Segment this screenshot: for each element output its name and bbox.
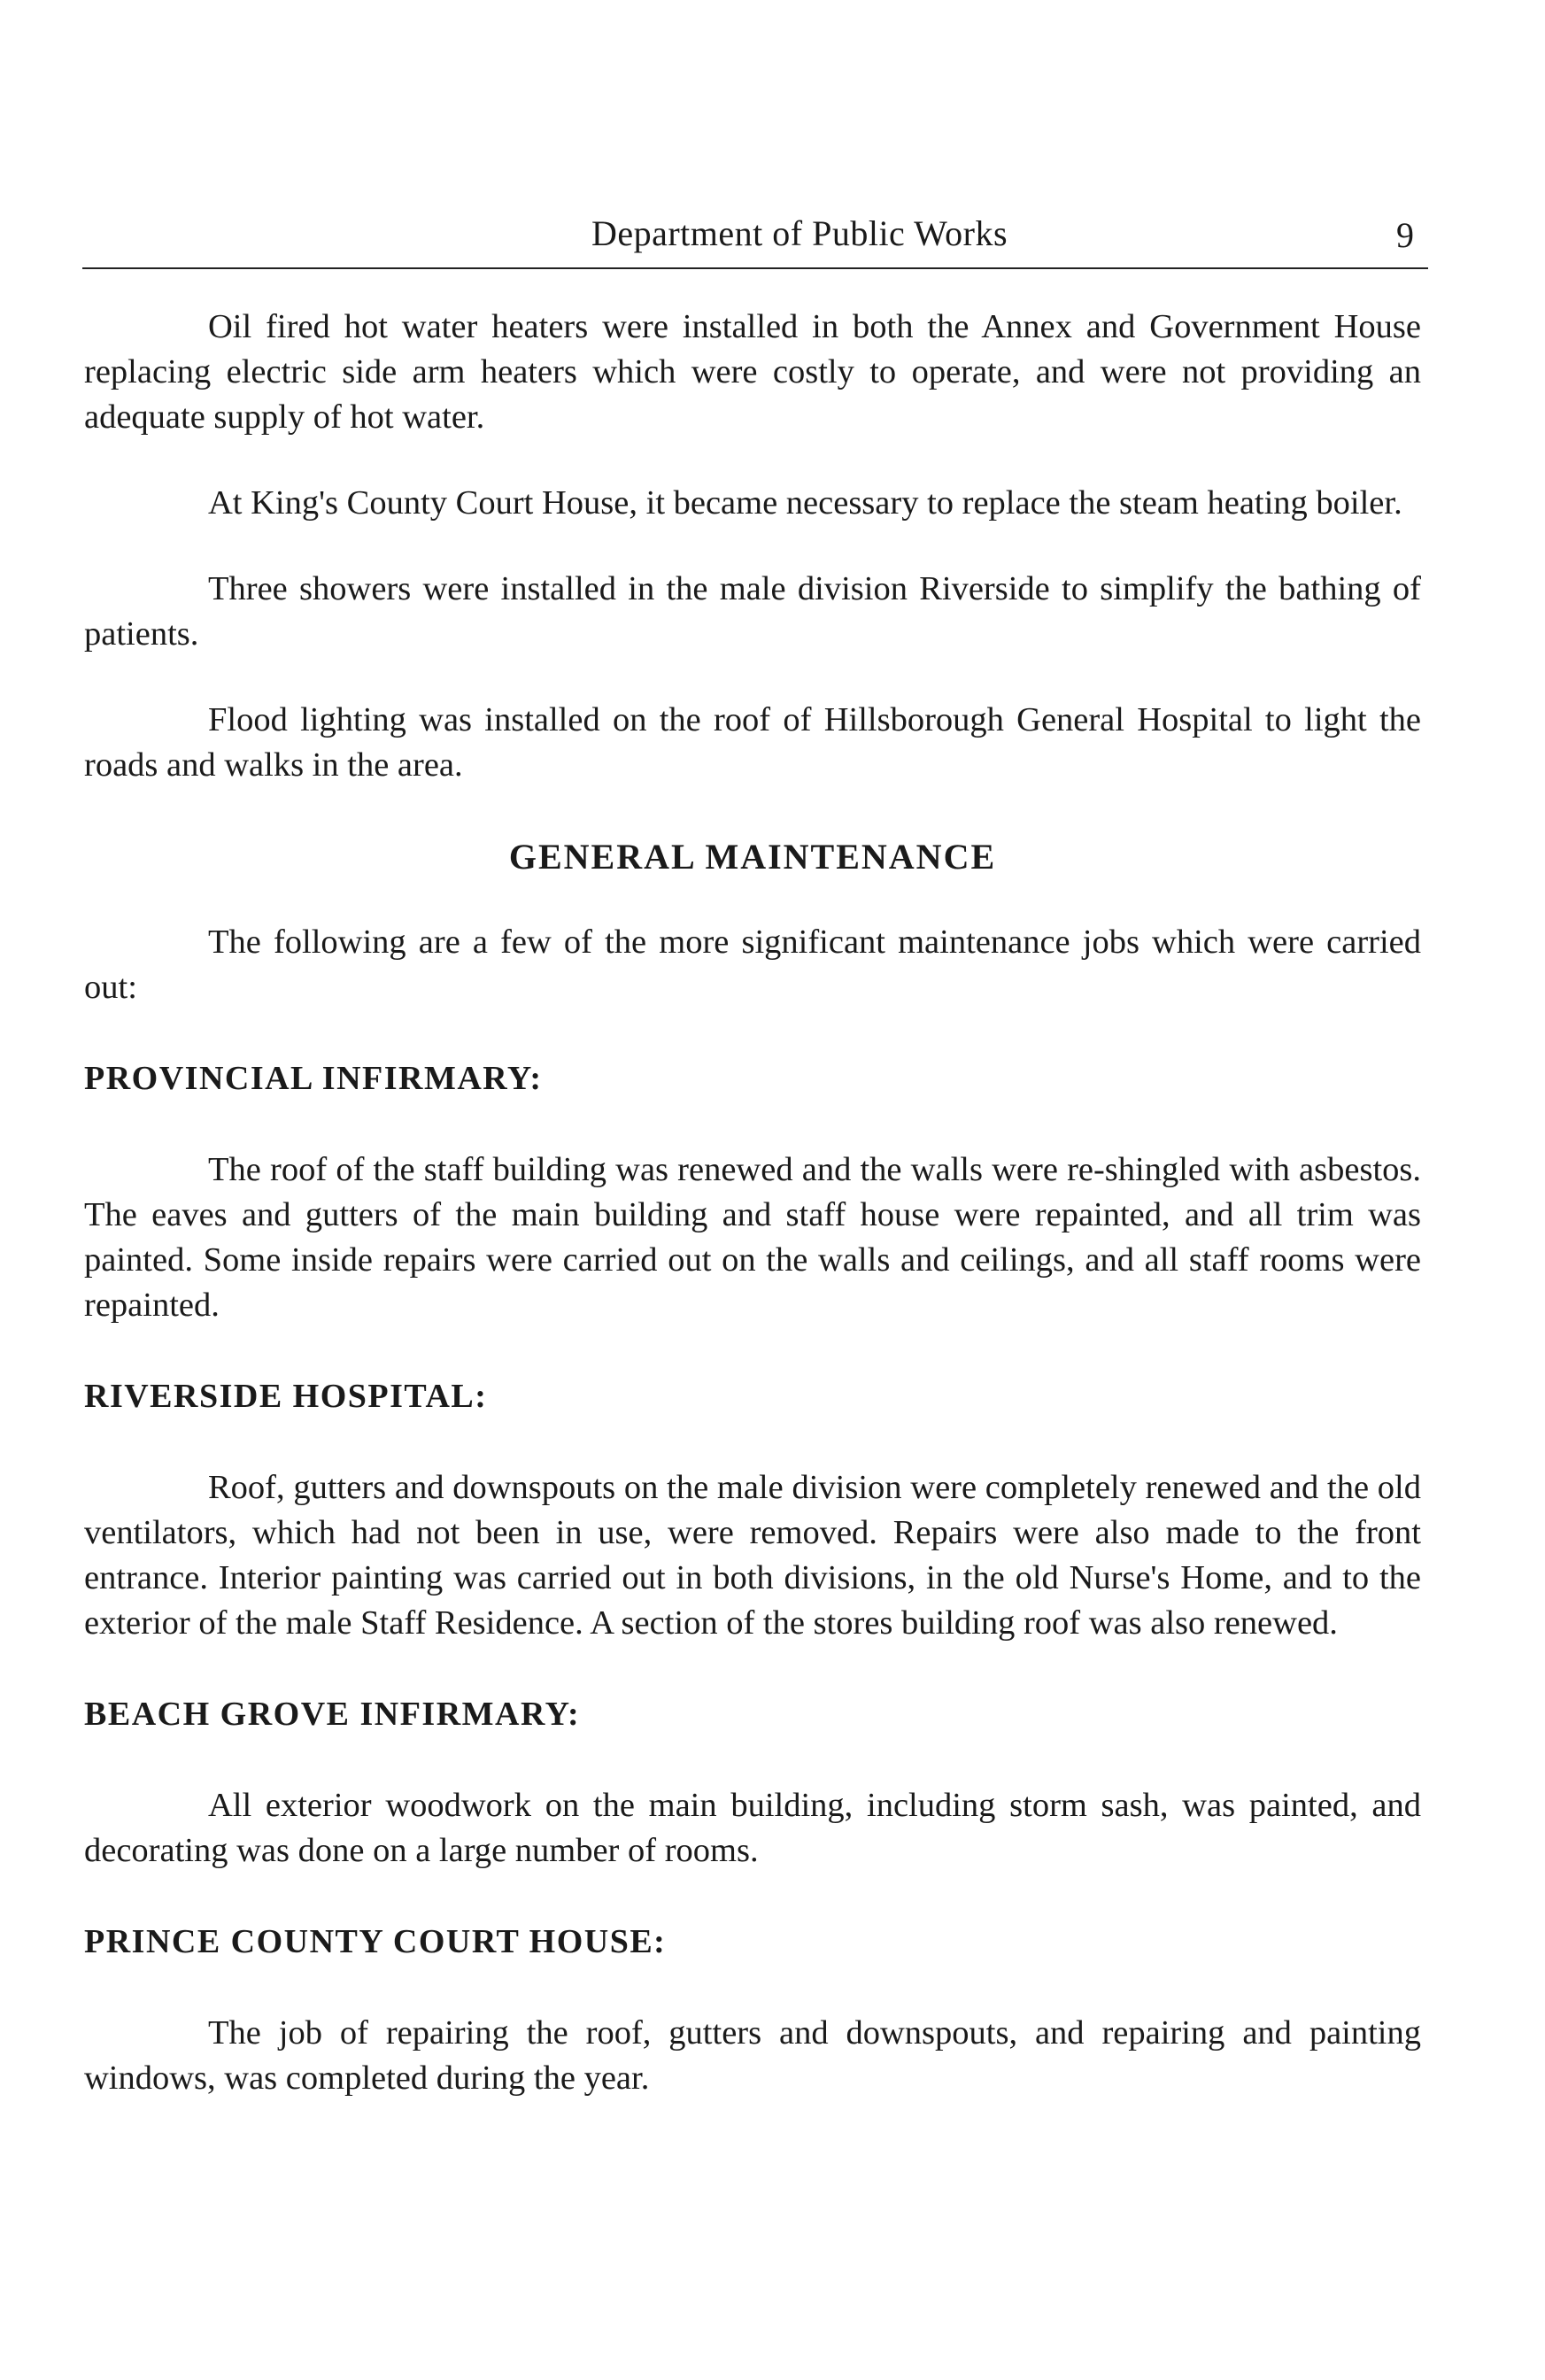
paragraph-beach-grove-infirmary: All exterior woodwork on the main building, including storm sash, was painted, and decorating was done on a large number of rooms.	[84, 1787, 1421, 1869]
header-title: Department of Public Works	[591, 213, 1008, 253]
subhead-provincial-infirmary: PROVINCIAL INFIRMARY:	[84, 1060, 543, 1097]
subhead-riverside-hospital: RIVERSIDE HOSPITAL:	[84, 1378, 488, 1415]
paragraph-maintenance-intro: The following are a few of the more significant maintenance jobs which were carried out:	[84, 923, 1421, 1006]
subhead-prince-county-court-house: PRINCE COUNTY COURT HOUSE:	[84, 1923, 667, 1960]
header-rule	[82, 267, 1428, 269]
paragraph-kings-county: At King's County Court House, it became necessary to replace the steam heating boiler.	[208, 484, 1402, 522]
paragraph-flood-lighting: Flood lighting was installed on the roof of Hillsborough General Hospital to light the roads and walks in the area.	[84, 701, 1421, 784]
page-number: 9	[1396, 215, 1414, 255]
body-text	[84, 305, 1421, 2101]
paragraph-riverside-hospital: Roof, gutters and downspouts on the male division were completely renewed and the old ventilators, which had not been in use, were removed. Repairs were also made to the front entrance. Interior painting was carried out in both divisions, in the old Nurse's Home, and to the exterior of the male Staff Residence. A section of the stores building roof was also renewed.	[84, 1469, 1421, 1642]
paragraph-provincial-infirmary: The roof of the staff building was renewed and the walls were re-shingled with asbestos. The eaves and gutters of the main building and staff house were repainted, and all trim was painted. Some inside repairs were carried out on the walls and ceilings, and all staff rooms were repainted.	[84, 1151, 1421, 1324]
subhead-beach-grove-infirmary: BEACH GROVE INFIRMARY:	[84, 1696, 581, 1733]
paragraph-prince-county-court-house: The job of repairing the roof, gutters and downspouts, and repairing and painting windows, was completed during the year.	[84, 2014, 1421, 2097]
running-header	[82, 212, 1428, 274]
section-title-general-maintenance: GENERAL MAINTENANCE	[508, 837, 997, 877]
paragraph-showers: Three showers were installed in the male division Riverside to simplify the bathing of patients.	[84, 570, 1421, 653]
paragraph-oil-heaters: Oil fired hot water heaters were installed in both the Annex and Government House replacing electric side arm heaters which were costly to operate, and were not providing an adequate supply of hot water.	[84, 308, 1421, 436]
